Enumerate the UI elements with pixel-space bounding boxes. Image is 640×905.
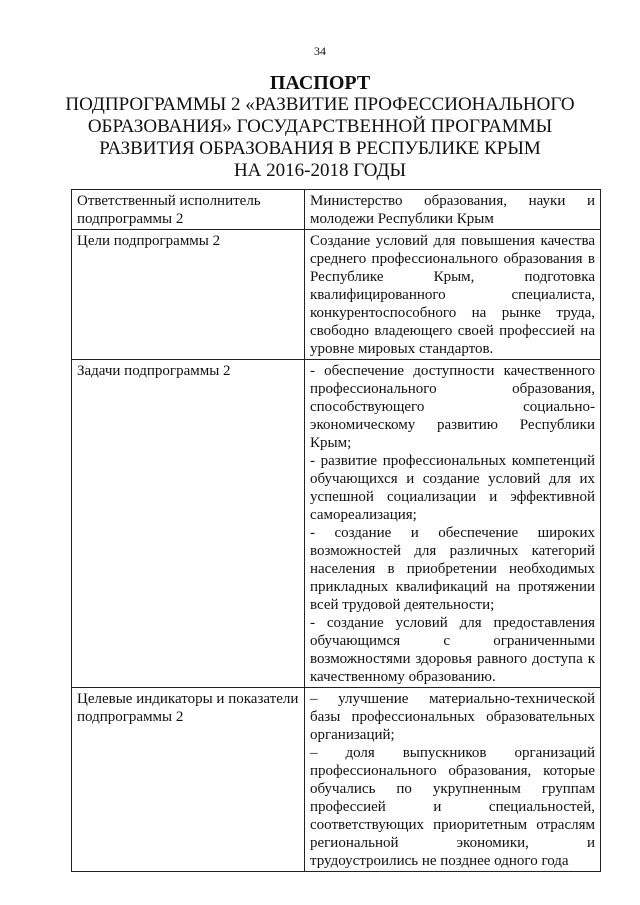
page-number: 34 bbox=[314, 44, 326, 58]
row-label: Ответственный исполнитель подпрограммы 2 bbox=[72, 190, 305, 230]
table-row bbox=[72, 190, 601, 230]
passport-table bbox=[71, 189, 601, 872]
row-value-item: - обеспечение доступности качественного профессионального образования, способствующего социально-экономическому развитию Республики Крым; bbox=[310, 363, 595, 451]
row-label: Цели подпрограммы 2 bbox=[72, 230, 305, 360]
row-value-item: Создание условий для повышения качества среднего профессионального образования в Республике Крым, подготовка квалифицированного специалиста, конкурентоспособного на рынке труда, свободно владеющего своей профессией на уровне мировых стандартов. bbox=[310, 233, 595, 357]
row-value-item: – доля выпускников организаций профессионального образования, которые обучались по укрупненным группам профессией и специальностей, соответствующих приоритетным отраслям региональной экономики, и трудоустроились не позднее одного года bbox=[310, 745, 595, 869]
title-line: РАЗВИТИЯ ОБРАЗОВАНИЯ В РЕСПУБЛИКЕ КРЫМ bbox=[99, 138, 541, 159]
document-title bbox=[40, 72, 600, 182]
row-value-item: - развитие профессиональных компетенций обучающихся и создание условий для их успешной социализации и эффективной самореализация; bbox=[310, 453, 595, 523]
row-value-item: – улучшение материально-технической базы профессиональных образовательных организаций; bbox=[310, 691, 595, 743]
row-value bbox=[305, 688, 601, 872]
row-value bbox=[305, 190, 601, 230]
row-value-item: - создание условий для предоставления обучающимся с ограниченными возможностями здоровья равного доступа к качественному образованию. bbox=[310, 615, 595, 685]
table-row bbox=[72, 688, 601, 872]
row-value bbox=[305, 360, 601, 688]
table-row bbox=[72, 360, 601, 688]
title-heading: ПАСПОРТ bbox=[269, 72, 371, 94]
title-line: ПОДПРОГРАММЫ 2 «РАЗВИТИЕ ПРОФЕССИОНАЛЬНОГО bbox=[65, 94, 575, 115]
row-value-item: - создание и обеспечение широких возможностей для различных категорий населения в приобретении необходимых прикладных квалификаций на протяжении всей трудовой деятельности; bbox=[310, 525, 595, 613]
row-label: Задачи подпрограммы 2 bbox=[72, 360, 305, 688]
row-value bbox=[305, 230, 601, 360]
row-value-item: Министерство образования, науки и молодежи Республики Крым bbox=[310, 193, 595, 227]
table-row bbox=[72, 230, 601, 360]
row-label: Целевые индикаторы и показатели подпрограммы 2 bbox=[72, 688, 305, 872]
title-line: ОБРАЗОВАНИЯ» ГОСУДАРСТВЕННОЙ ПРОГРАММЫ bbox=[87, 116, 553, 137]
title-line: НА 2016-2018 ГОДЫ bbox=[233, 160, 407, 181]
